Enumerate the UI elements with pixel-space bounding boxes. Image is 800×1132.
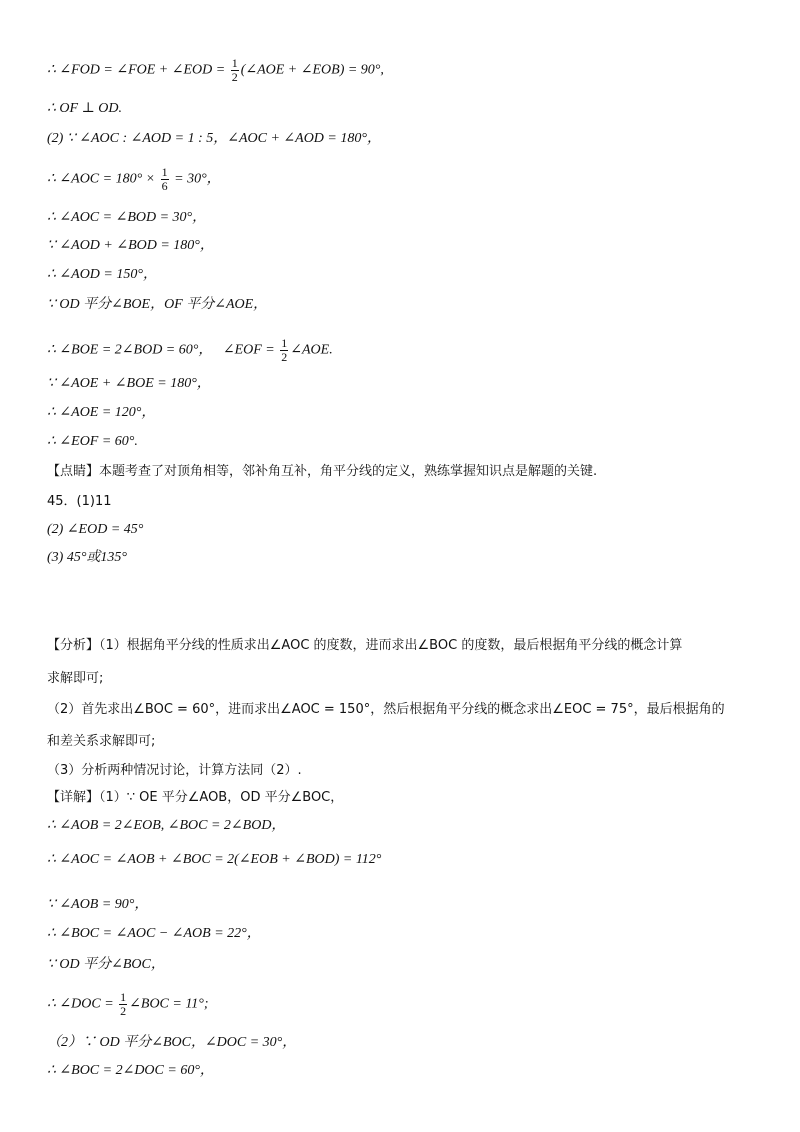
analysis-line-4: 和差关系求解即可;	[47, 734, 156, 749]
line-boe-eof: ∴ ∠BOE = 2∠BOD = 60°， ∠EOF = $\frac{1}{2}$ ∠AOE.	[47, 336, 333, 364]
line-fod	[47, 57, 384, 84]
analysis-line-2: 求解即可;	[47, 671, 104, 686]
analysis-line-3: （2）首先求出∠BOC = 60°，进而求出∠AOC = 150°，然后根据角平分线的概念求出∠EOC = 75°，最后根据角的	[47, 702, 725, 717]
detail-line-3: ∴ ∠AOC = ∠AOB + ∠BOC = 2(∠EOB + ∠BOD) = 112°	[47, 852, 382, 867]
detail-line-9: ∴ ∠BOC = 2∠DOC = 60°，	[47, 1063, 214, 1078]
line-bisectors: ∵ OD 平分∠BOE，OF 平分∠AOE，	[47, 297, 268, 312]
detail-line-7: ∴ ∠DOC = $\frac{1}{2}$ ∠BOC = 11°;	[47, 990, 209, 1018]
detail-line-2: ∴ ∠AOB = 2∠EOB, ∠BOC = 2∠BOD，	[47, 818, 286, 833]
detail-line-6: ∵ OD 平分∠BOC，	[47, 957, 165, 972]
line-aoc-bod: ∴ ∠AOC = ∠BOD = 30°，	[47, 210, 207, 225]
comment-note: 【点睛】本题考查了对顶角相等，邻补角互补，角平分线的定义，熟练掌握知识点是解题的关键.	[47, 464, 598, 479]
line-aoe-value: ∴ ∠AOE = 120°，	[47, 405, 156, 420]
answer-45-part2: (2) ∠EOD = 45°	[47, 522, 144, 537]
line-fod-left: ∴ ∠FOD = ∠FOE + ∠EOD =	[47, 62, 229, 78]
line-fod-right: (∠AOE + ∠EOB) = 90°,	[240, 62, 384, 78]
line-aoc-calc: ∴ ∠AOC = 180° × $\frac{1}{6}$ = 30°，	[47, 165, 221, 193]
detail-line-1: 【详解】（1）∵ OE 平分∠AOB，OD 平分∠BOC，	[47, 790, 344, 805]
fraction-half-3: $\frac{1}{2}$	[120, 990, 127, 1018]
line-part2-given: (2) ∵ ∠AOC : ∠AOD = 1 : 5，∠AOC + ∠AOD = 180°，	[47, 131, 381, 146]
fraction-half: $\frac{1}{2}$	[231, 56, 238, 84]
fraction-half-2: $\frac{1}{2}$	[281, 336, 288, 364]
detail-line-4: ∵ ∠AOB = 90°，	[47, 897, 149, 912]
fraction-sixth: $\frac{1}{6}$	[161, 165, 168, 193]
answer-45-part1: 45．(1)11	[47, 494, 112, 509]
line-aod-value: ∴ ∠AOD = 150°，	[47, 267, 157, 282]
line-of-perp: ∴ OF ⊥ OD.	[47, 101, 122, 116]
answer-45-part3: (3) 45°或135°	[47, 550, 128, 565]
line-aoe-boe-sum: ∵ ∠AOE + ∠BOE = 180°，	[47, 376, 211, 391]
detail-line-8: （2）∵ OD 平分∠BOC，∠DOC = 30°，	[47, 1035, 297, 1050]
analysis-line-5: （3）分析两种情况讨论，计算方法同（2）.	[47, 763, 302, 778]
detail-line-5: ∴ ∠BOC = ∠AOC − ∠AOB = 22°，	[47, 926, 261, 941]
line-eof-value: ∴ ∠EOF = 60°.	[47, 434, 138, 449]
analysis-line-1: 【分析】（1）根据角平分线的性质求出∠AOC 的度数，进而求出∠BOC 的度数，最后根据角平分线的概念计算	[47, 638, 683, 653]
line-aod-bod-sum: ∵ ∠AOD + ∠BOD = 180°，	[47, 238, 214, 253]
